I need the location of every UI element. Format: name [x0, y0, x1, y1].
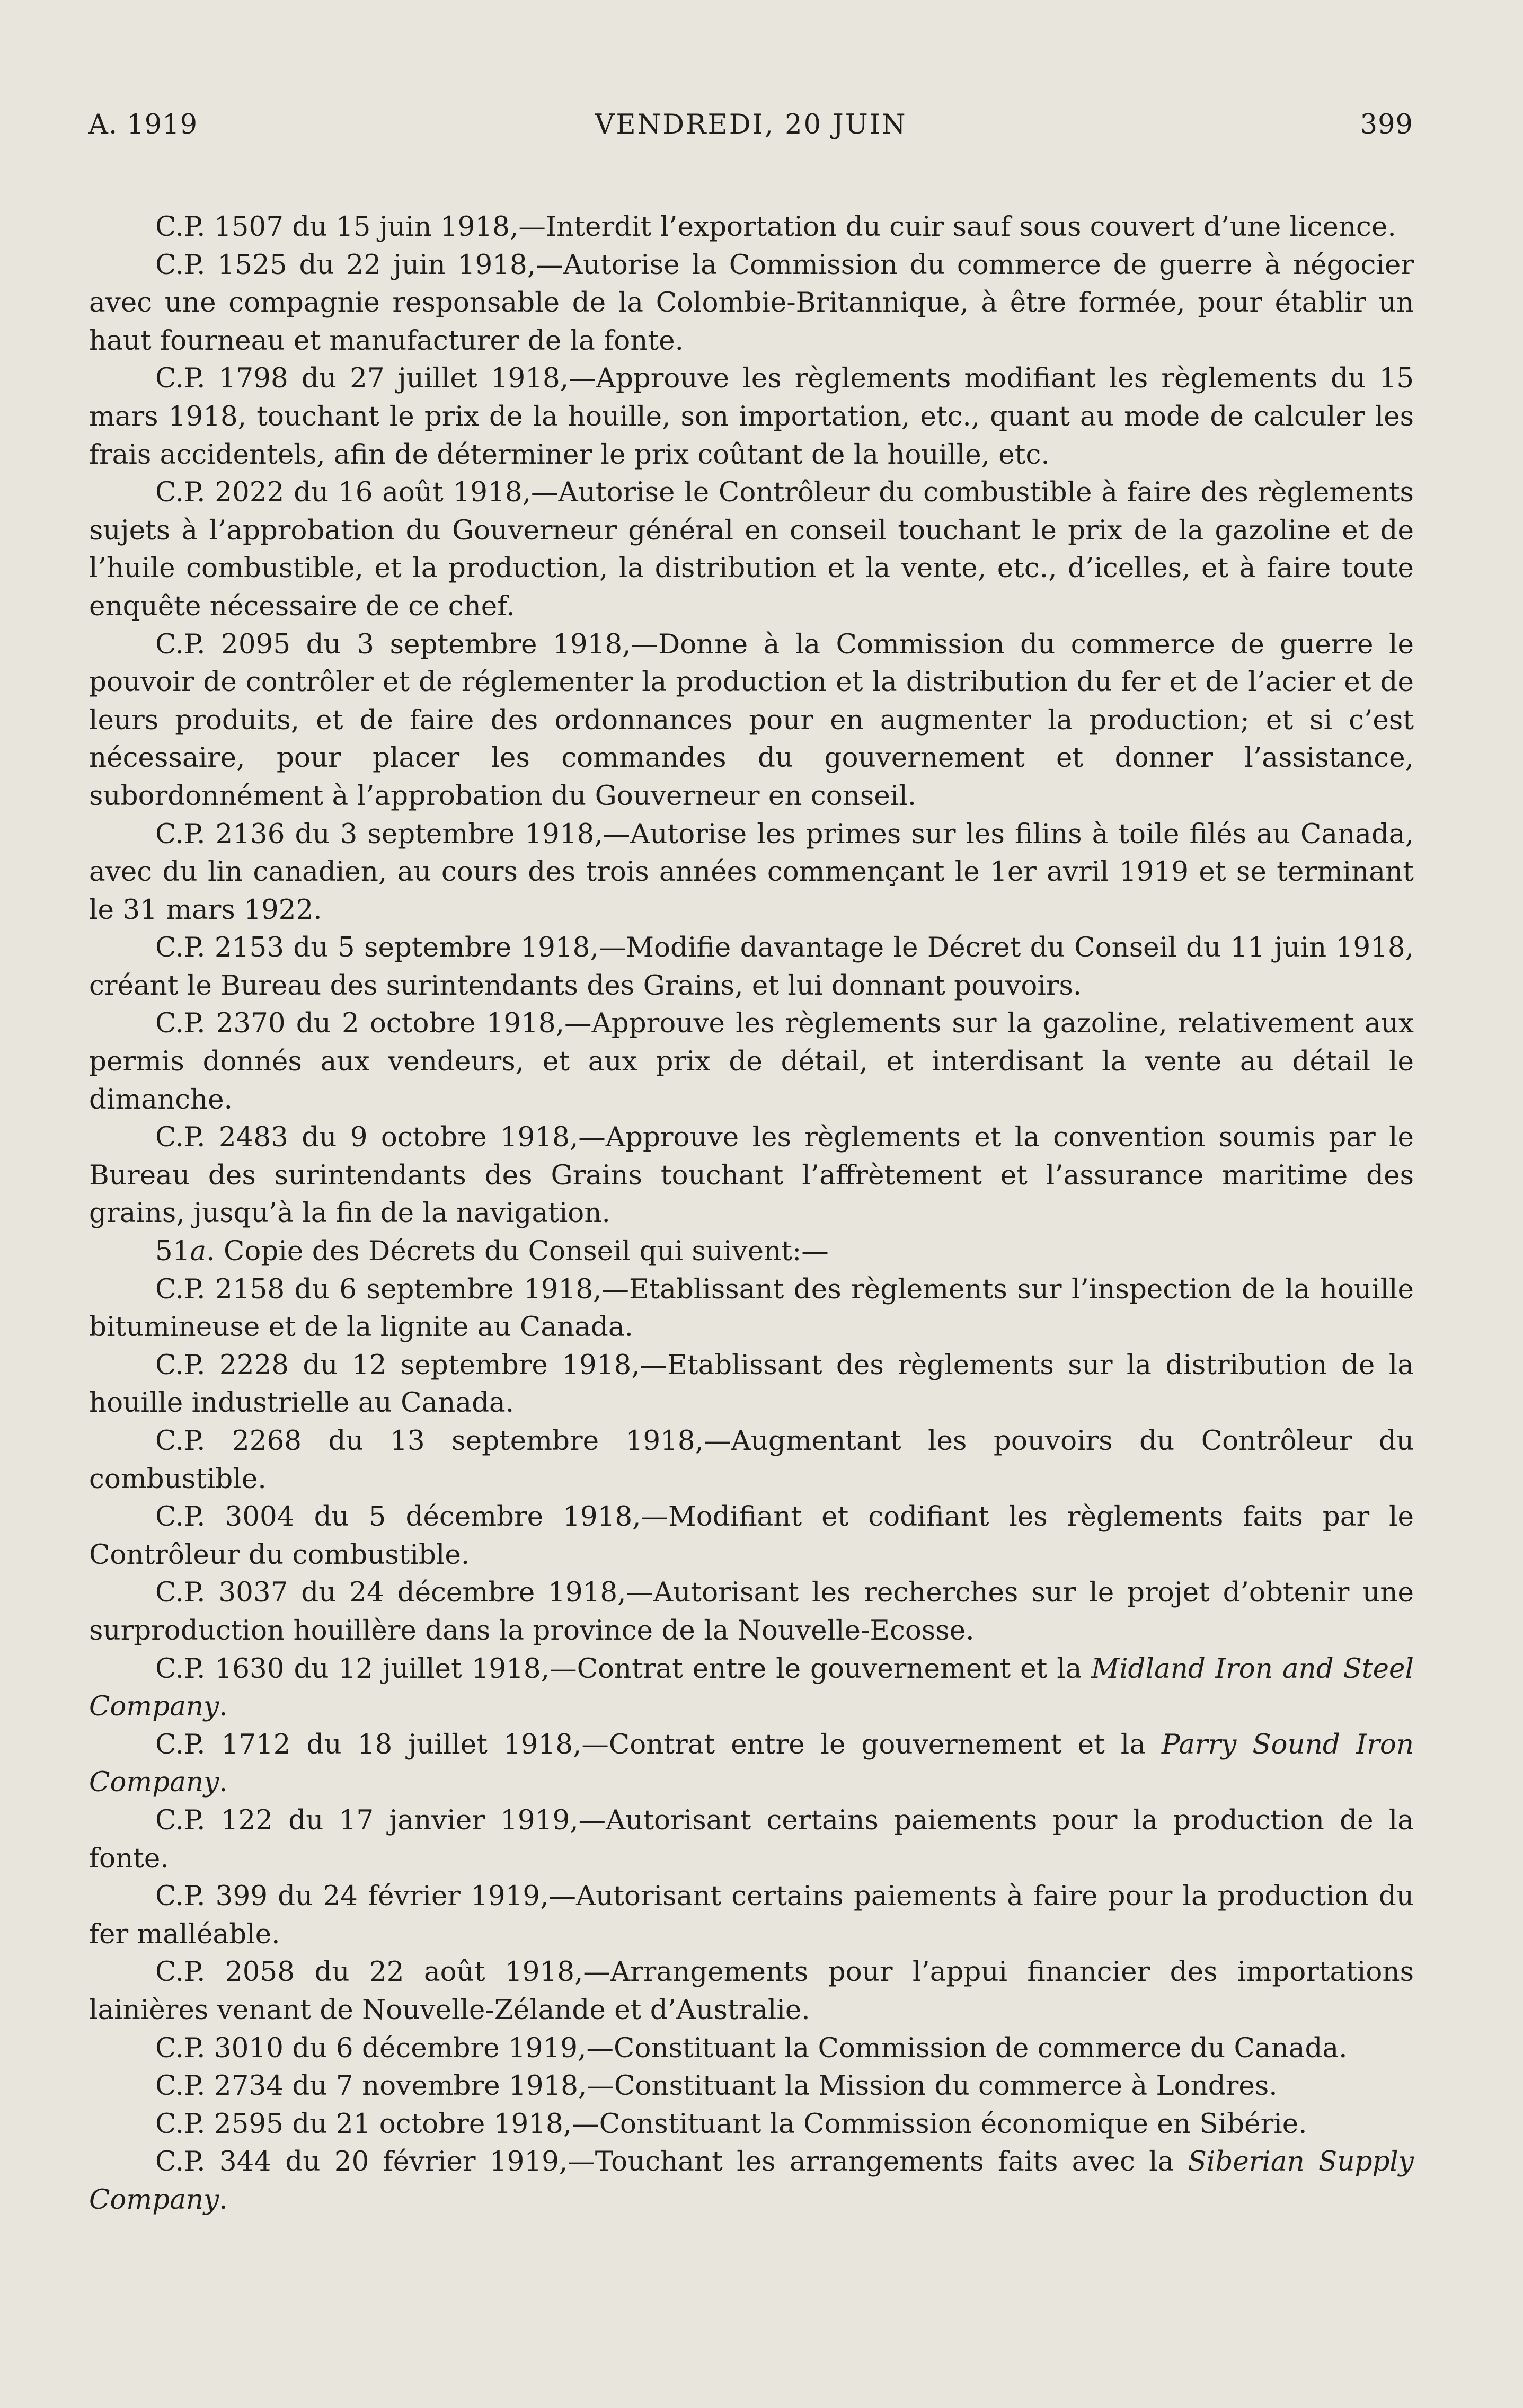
paragraph: C.P. 2595 du 21 octobre 1918,—Constituant la Commission économique en Sibérie. — [155, 2108, 1307, 2140]
paragraph: C.P. 2158 du 6 septembre 1918,—Etablissant des règlements sur l’inspection de la houille bitumineuse et de la lignite au Canada. — [89, 1273, 1414, 1343]
paragraph: C.P. 122 du 17 janvier 1919,—Autorisant certains paiements pour la production de la fonte. — [89, 1804, 1414, 1874]
paragraph: C.P. 2058 du 22 août 1918,—Arrangements pour l’appui financier des importations lainières venant de Nouvelle-Zélande et d’Australie. — [89, 1956, 1414, 2026]
running-head — [88, 109, 1413, 152]
paragraph: C.P. 3004 du 5 décembre 1918,—Modifiant et codifiant les règlements faits par le Contrôleur du combustible. — [89, 1501, 1414, 1571]
paragraph: C.P. 1712 du 18 juillet 1918,—Contrat entre le gouvernement et la Parry Sound Iron Company. — [89, 1728, 1414, 1799]
paragraph: C.P. 2370 du 2 octobre 1918,—Approuve les règlements sur la gazoline, relativement aux permis donnés aux vendeurs, et aux prix de détail, et interdisant la vente au détail le dimanche. — [89, 1007, 1414, 1116]
paragraph: C.P. 3037 du 24 décembre 1918,—Autorisant les recherches sur le projet d’obtenir une surproduction houillère dans la province de la Nouvelle-Ecosse. — [89, 1577, 1414, 1646]
paragraph: C.P. 3010 du 6 décembre 1919,—Constituant la Commission de commerce du Canada. — [155, 2032, 1348, 2064]
paragraph: C.P. 1630 du 12 juillet 1918,—Contrat entre le gouvernement et la Midland Iron and Steel Company. — [89, 1652, 1414, 1723]
paragraph: C.P. 2022 du 16 août 1918,—Autorise le Contrôleur du combustible à faire des règlements sujets à l’approbation du Gouverneur général en conseil touchant le prix de la gazoline et de l’huile combustible, et la production, la distribution et la vente, etc., d’icelles, et à faire toute enquête nécessaire de ce chef. — [89, 476, 1414, 622]
section-heading: 51a. Copie des Décrets du Conseil qui suivent:— — [155, 1235, 829, 1268]
paragraph: C.P. 2483 du 9 octobre 1918,—Approuve les règlements et la convention soumis par le Bureau des surintendants des Grains touchant l’affrètement et l’assurance maritime des grains, jusqu’à la fin de la navigation. — [89, 1121, 1414, 1229]
paragraph: C.P. 1507 du 15 juin 1918,—Interdit l’exportation du cuir sauf sous couvert d’une licence. — [155, 211, 1396, 243]
page-number: 399 — [1360, 109, 1413, 140]
paragraph: C.P. 344 du 20 février 1919,—Touchant les arrangements faits avec la Siberian Supply Company. — [89, 2146, 1414, 2216]
paragraph: C.P. 2136 du 3 septembre 1918,—Autorise les primes sur les filins à toile filés au Canada, avec du lin canadien, au cours des trois années commençant le 1er avril 1919 et se terminant le 31 mars 1922. — [89, 818, 1414, 926]
paragraph: C.P. 2228 du 12 septembre 1918,—Etablissant des règlements sur la distribution de la houille industrielle au Canada. — [89, 1349, 1414, 1419]
paragraph: C.P. 2095 du 3 septembre 1918,—Donne à la Commission du commerce de guerre le pouvoir de contrôler et de réglementer la production et la distribution du fer et de l’acier et de leurs produits, et de faire des ordonnances pour en augmenter la production; et si c’est nécessaire, pour placer les commandes du gouvernement et donner l’assistance, subordonnément à l’approbation du Gouverneur en conseil. — [89, 628, 1414, 812]
paragraph: C.P. 2268 du 13 septembre 1918,—Augmentant les pouvoirs du Contrôleur du combustible. — [89, 1425, 1414, 1495]
paragraph: C.P. 1525 du 22 juin 1918,—Autorise la Commission du commerce de guerre à négocier avec une compagnie responsable de la Colombie-Britannique, à être formée, pour établir un haut fourneau et manufacturer de la fonte. — [89, 249, 1414, 357]
body-text — [89, 208, 1414, 2219]
running-head-year: A. 1919 — [88, 109, 198, 140]
running-head-date: VENDREDI, 20 JUIN — [595, 109, 907, 140]
paragraph: C.P. 2734 du 7 novembre 1918,—Constituant la Mission du commerce à Londres. — [155, 2070, 1278, 2102]
paragraph: C.P. 399 du 24 février 1919,—Autorisant certains paiements à faire pour la production du fer malléable. — [89, 1880, 1414, 1950]
paragraph: C.P. 1798 du 27 juillet 1918,—Approuve les règlements modifiant les règlements du 15 mars 1918, touchant le prix de la houille, son importation, etc., quant au mode de calculer les frais accidentels, afin de déterminer le prix coûtant de la houille, etc. — [89, 362, 1414, 471]
paragraph: C.P. 2153 du 5 septembre 1918,—Modifie davantage le Décret du Conseil du 11 juin 1918, créant le Bureau des surintendants des Grains, et lui donnant pouvoirs. — [89, 932, 1414, 1002]
